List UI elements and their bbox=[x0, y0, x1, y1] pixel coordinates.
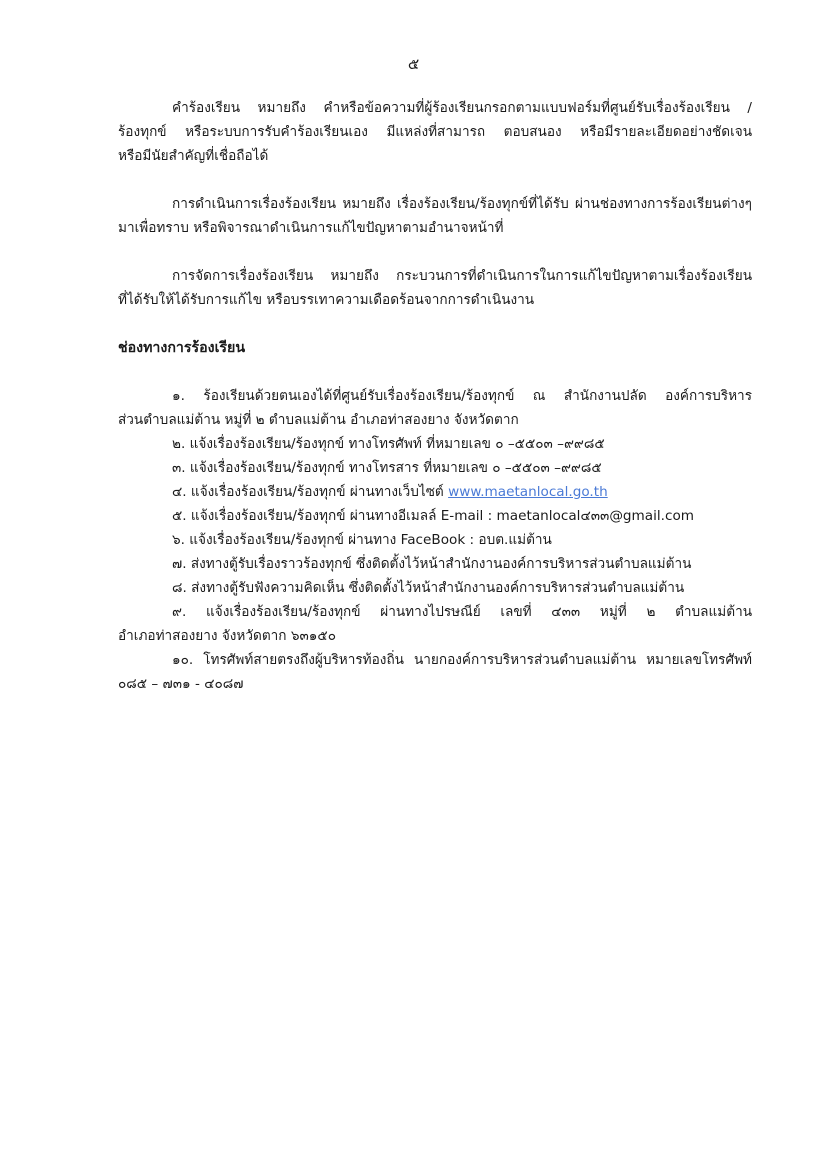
definition-processing-line-1: การดำเนินการเรื่องร้องเรียน หมายถึง เรื่องร้องเรียน/ร้องทุกข์ที่ได้รับ ผ่านช่องทางการร้องเรียนต่างๆ bbox=[172, 196, 752, 212]
definition-complaint-line-1: คำร้องเรียน หมายถึง คำหรือข้อความที่ผู้ร้องเรียนกรอกตามแบบฟอร์มที่ศูนย์รับเรื่องร้องเรียน / bbox=[172, 100, 752, 116]
channel-item-6: ๖. แจ้งเรื่องร้องเรียน/ร้องทุกข์ ผ่านทาง FaceBook : อบต.แม่ต้าน bbox=[172, 532, 552, 548]
channel-item-10-line-2: ๐๘๕ – ๗๓๑ - ๔๐๘๗ bbox=[118, 676, 244, 692]
channel-item-1-line-1: ๑. ร้องเรียนด้วยตนเองได้ที่ศูนย์รับเรื่องร้องเรียน/ร้องทุกข์ ณ สำนักงานปลัด องค์การบริหาร bbox=[172, 388, 752, 404]
channel-item-3: ๓. แจ้งเรื่องร้องเรียน/ร้องทุกข์ ทางโทรสาร ที่หมายเลข ๐ –๕๕๐๓ –๙๙๘๕ bbox=[172, 460, 602, 476]
channel-item-9-line-2: อำเภอท่าสองยาง จังหวัดตาก ๖๓๑๕๐ bbox=[118, 628, 336, 644]
definition-complaint-line-2: ร้องทุกข์ หรือระบบการรับคำร้องเรียนเอง มีแหล่งที่สามารถ ตอบสนอง หรือมีรายละเอียดอย่างชัดเจน bbox=[118, 124, 752, 140]
definition-management-line-1: การจัดการเรื่องร้องเรียน หมายถึง กระบวนการที่ดำเนินการในการแก้ไขปัญหาตามเรื่องร้องเรียน bbox=[172, 268, 752, 284]
channel-item-2: ๒. แจ้งเรื่องร้องเรียน/ร้องทุกข์ ทางโทรศัพท์ ที่หมายเลข ๐ –๕๕๐๓ –๙๙๘๕ bbox=[172, 436, 605, 452]
website-link[interactable]: www.maetanlocal.go.th bbox=[448, 484, 608, 500]
page-number: ๕ bbox=[407, 55, 420, 73]
section-heading-channels: ช่องทางการร้องเรียน bbox=[118, 340, 246, 356]
definition-complaint-line-3: หรือมีนัยสำคัญที่เชื่อถือได้ bbox=[118, 148, 269, 164]
channel-item-4 bbox=[118, 480, 752, 504]
channel-item-8: ๘. ส่งทางตู้รับฟังความคิดเห็น ซึ่งติดตั้งไว้หน้าสำนักงานองค์การบริหารส่วนตำบลแม่ต้าน bbox=[172, 580, 685, 596]
channel-item-7: ๗. ส่งทางตู้รับเรื่องราวร้องทุกข์ ซึ่งติดตั้งไว้หน้าสำนักงานองค์การบริหารส่วนตำบลแม่ต้าน bbox=[172, 556, 692, 572]
definition-processing-line-2: มาเพื่อทราบ หรือพิจารณาดำเนินการแก้ไขปัญหาตามอำนาจหน้าที่ bbox=[118, 220, 504, 236]
definition-management-line-2: ที่ได้รับให้ได้รับการแก้ไข หรือบรรเทาความเดือดร้อนจากการดำเนินงาน bbox=[118, 292, 535, 308]
channel-item-1-line-2: ส่วนตำบลแม่ต้าน หมู่ที่ ๒ ตำบลแม่ต้าน อำเภอท่าสองยาง จังหวัดตาก bbox=[118, 412, 519, 428]
channel-item-4-text: ๔. แจ้งเรื่องร้องเรียน/ร้องทุกข์ ผ่านทางเว็บไซต์ bbox=[172, 484, 449, 500]
channel-item-10-line-1: ๑๐. โทรศัพท์สายตรงถึงผู้บริหารท้องถิ่น นายกองค์การบริหารส่วนตำบลแม่ต้าน หมายเลขโทรศัพท์ bbox=[172, 652, 752, 668]
channel-item-9-line-1: ๙. แจ้งเรื่องร้องเรียน/ร้องทุกข์ ผ่านทางไปรษณีย์ เลขที่ ๔๓๓ หมู่ที่ ๒ ตำบลแม่ต้าน bbox=[172, 604, 752, 620]
channel-item-5: ๕. แจ้งเรื่องร้องเรียน/ร้องทุกข์ ผ่านทางอีเมลล์ E-mail : maetanlocal๔๓๓@gmail.com bbox=[172, 508, 695, 524]
document-body bbox=[118, 96, 752, 696]
